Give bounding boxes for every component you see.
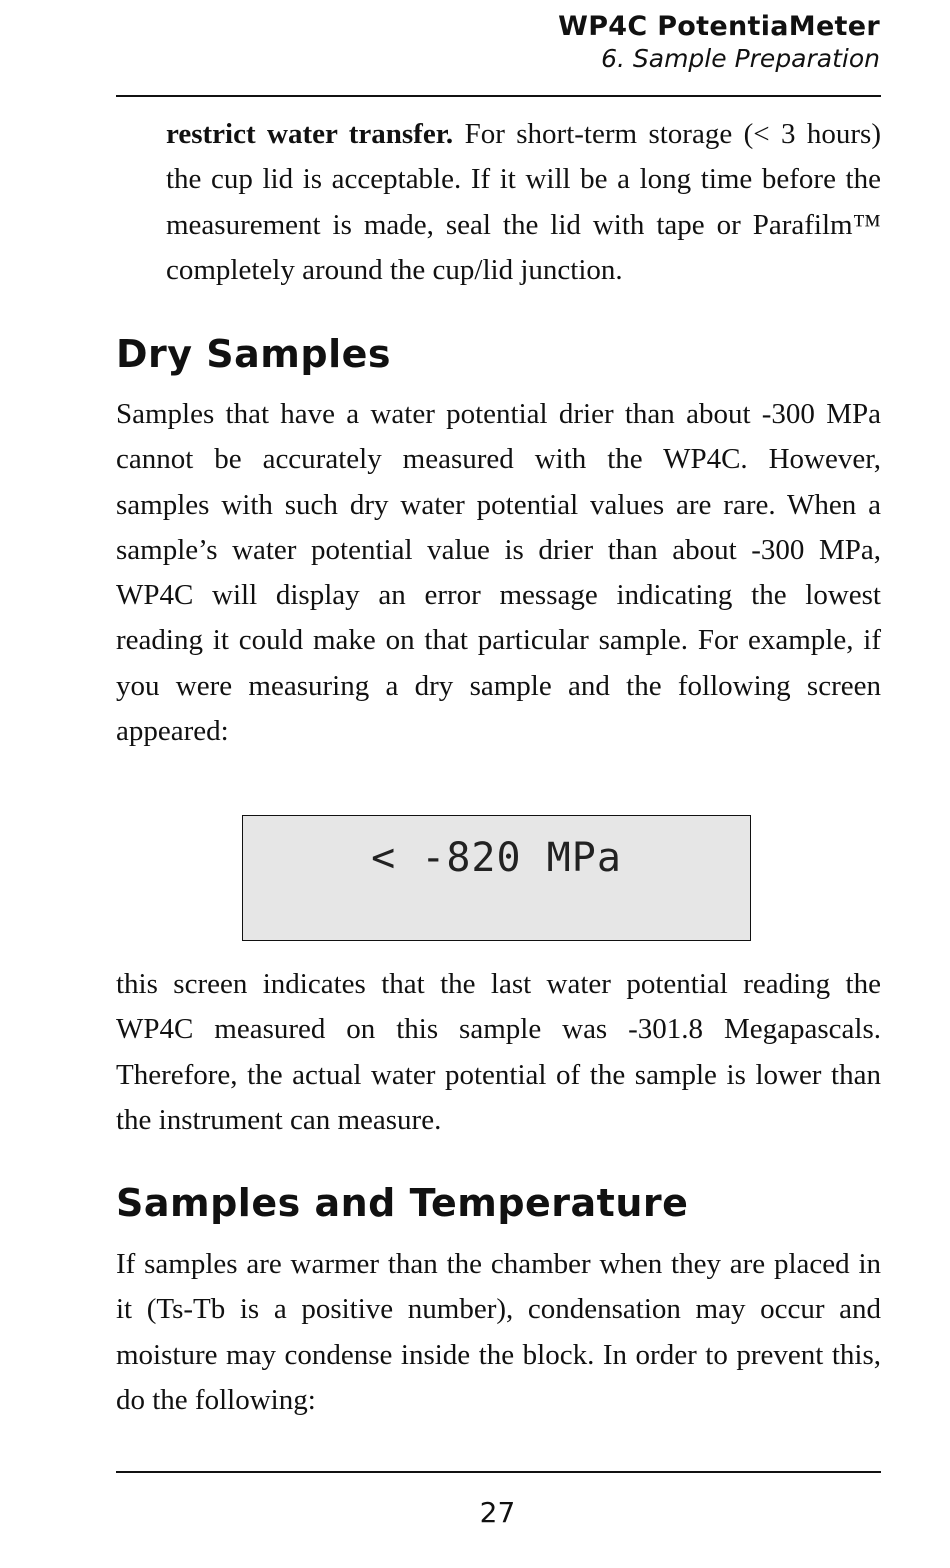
section-heading-dry-samples: Dry Samples <box>116 332 392 376</box>
screen-explanation-paragraph: this screen indicates that the last water potential reading the WP4C measured on this sample was -301.8 Megapascals. Therefore, the actual water potential of the sample is lower than the instrument can measure. <box>116 968 881 1136</box>
samples-temperature-paragraph: If samples are warmer than the chamber when they are placed in it (Ts-Tb is a positive number), condensation may occur and moisture may condense inside the block. In order to prevent this, do the following: <box>116 1248 881 1416</box>
intro-bold-lead: restrict water transfer. <box>166 118 454 150</box>
running-header <box>558 10 880 74</box>
intro-paragraph <box>166 112 881 293</box>
section-heading-samples-temperature: Samples and Temperature <box>116 1181 689 1225</box>
header-subtitle: 6. Sample Preparation <box>601 44 880 73</box>
page-number: 27 <box>479 1496 516 1529</box>
header-divider <box>116 95 881 97</box>
instrument-screen <box>242 815 751 941</box>
intro-text: For short-term storage (< 3 hours) the cup lid is acceptable. If it will be a long time before the measurement is made, seal the lid with tape or Parafilm™ completely around the cup/lid junction. <box>166 118 881 286</box>
header-title: WP4C PotentiaMeter <box>558 11 880 42</box>
footer-divider <box>116 1471 881 1473</box>
screen-reading: < -820 MPa <box>371 835 622 881</box>
dry-samples-paragraph: Samples that have a water potential drier than about -300 MPa cannot be accurately measured with the WP4C. However, samples with such dry water potential values are rare. When a sample’s water potential value is drier than about -300 MPa, WP4C will display an error message indicating the lowest reading it could make on that particular sample. For example, if you were measuring a dry sample and the following screen appeared: <box>116 398 881 748</box>
